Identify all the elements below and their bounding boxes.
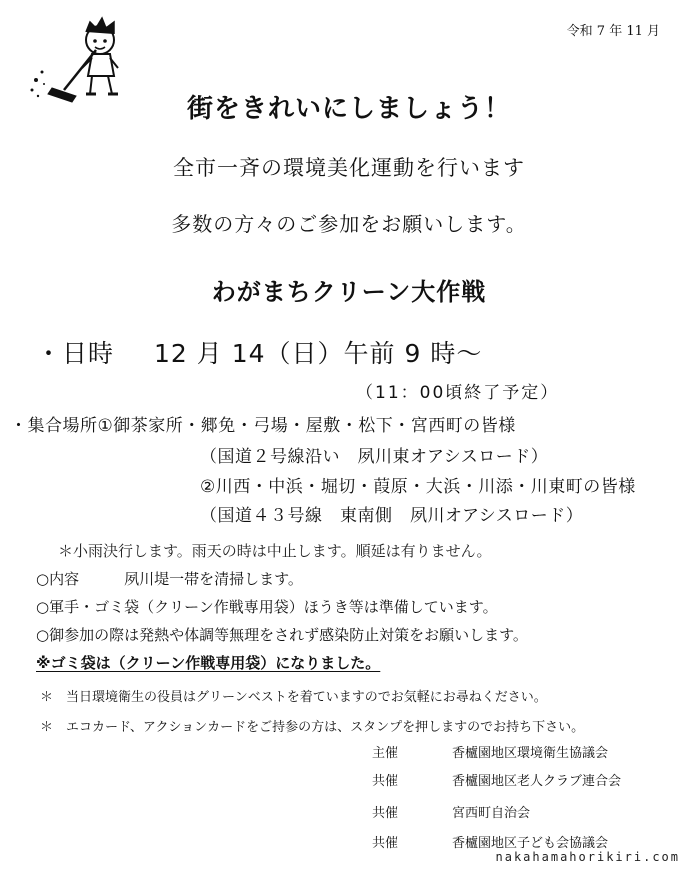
organizer-name: 香櫨園地区環境衛生協議会 <box>452 746 609 761</box>
location-group-1: ・集合場所①御茶家所・郷免・弓場・屋敷・松下・宮西町の皆様 <box>10 416 516 436</box>
location-group-2: ②川西・中浜・堀切・葭原・大浜・川添・川東町の皆様 <box>200 477 636 497</box>
garbage-bag-notice: ※ゴミ袋は（クリーン作戦専用袋）になりました。 <box>36 654 381 672</box>
stamp-card-note: ＊ エコカード、アクションカードをご持参の方は、スタンプを押しますのでお持ち下さい。 <box>40 720 585 735</box>
green-vest-note: ＊ 当日環境衛生の役員はグリーンベストを着ていますのでお気軽にお尋ねください。 <box>40 690 547 705</box>
location-road-2: （国道４３号線 東南側 夙川オアシスロード） <box>200 506 584 526</box>
location-road-1: （国道２号線沿い 夙川東オアシスロード） <box>200 447 549 467</box>
organizer-name: 宮西町自治会 <box>452 806 531 821</box>
organizer-name: 香櫨園地区子ども会協議会 <box>452 836 609 851</box>
organizer-role: 主催 <box>372 746 399 761</box>
subtitle-campaign: 全市一斉の環境美化運動を行います <box>173 156 525 180</box>
rain-policy-note: ＊小雨決行します。雨天の時は中止します。順延は有りません。 <box>58 542 492 560</box>
organizer-name: 香櫨園地区老人クラブ連合会 <box>452 774 622 789</box>
content-item: ○内容 夙川堤一帯を清掃します。 <box>36 570 303 588</box>
issue-date: 令和 7 年 11 月 <box>566 24 660 39</box>
supplies-item: ○軍手・ゴミ袋（クリーン作戦専用袋）ほうき等は準備しています。 <box>36 598 498 616</box>
watermark: nakahamahorikiri.com <box>495 850 680 864</box>
page-title: 街をきれいにしましょう！ <box>186 94 511 124</box>
organizer-role: 共催 <box>372 806 399 821</box>
event-name: わがまちクリーン大作戦 <box>211 278 487 306</box>
subtitle-request: 多数の方々のご参加をお願いします。 <box>171 212 527 236</box>
organizer-role: 共催 <box>372 836 399 851</box>
end-time-note: （11：00頃終了予定） <box>356 383 560 403</box>
datetime-value: 12 月 14（日）午前 9 時～ <box>154 339 483 368</box>
health-item: ○御参加の際は発熱や体調等無理をされず感染防止対策をお願いします。 <box>36 626 528 644</box>
organizer-role: 共催 <box>372 774 399 789</box>
event-datetime <box>36 334 482 370</box>
datetime-label: ・日時 <box>36 339 115 368</box>
